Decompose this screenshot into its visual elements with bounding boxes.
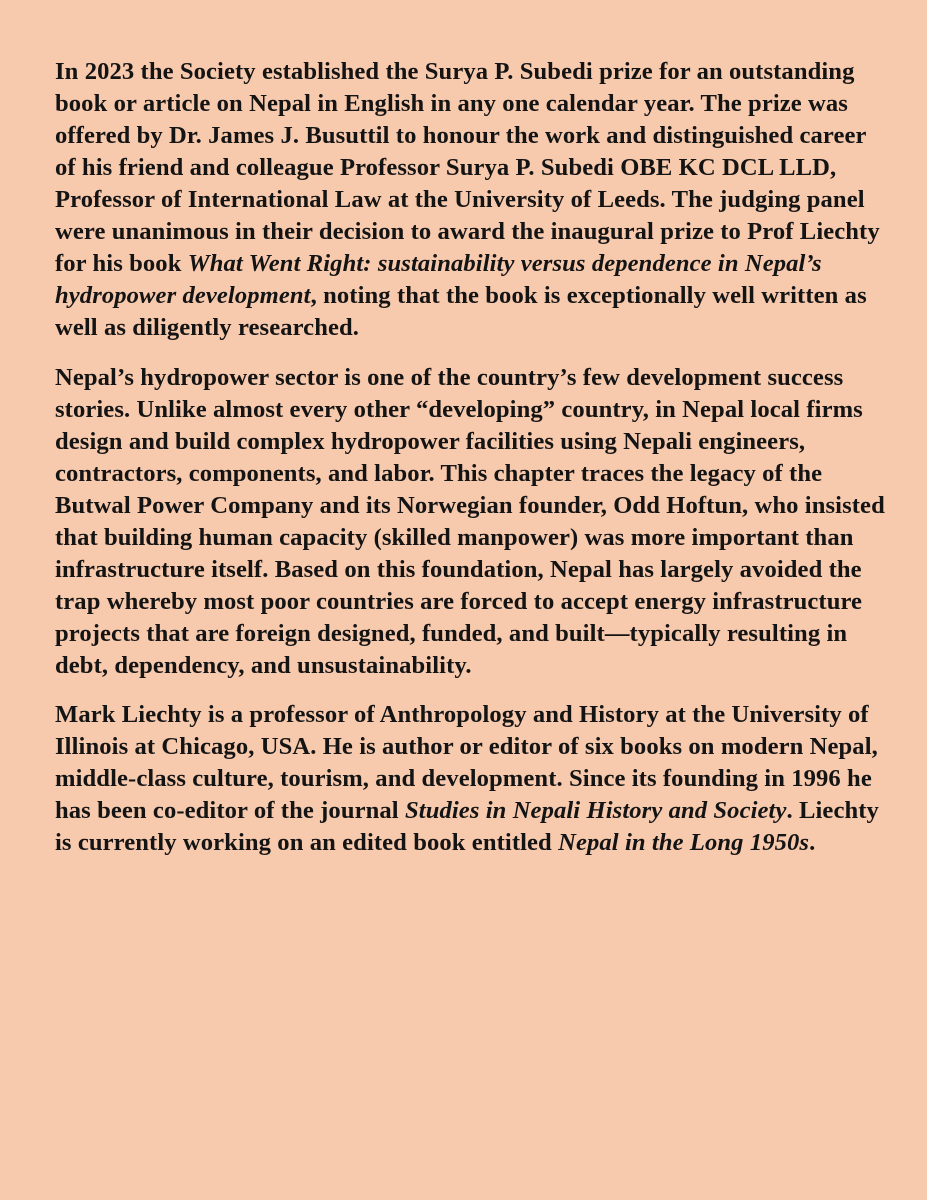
- book-title: What Went Right: sustainability versus dependence in Nepal’s hydropower development: [55, 250, 822, 309]
- journal-title: Studies in Nepali History and Society: [404, 797, 787, 824]
- text-segment: . Liechty is currently working on an edited book entitled: [55, 797, 879, 856]
- paragraph-prize-announcement: [55, 56, 885, 344]
- text-segment: , noting that the book is exceptionally well written as well as diligently researched.: [55, 282, 867, 341]
- text-segment: Mark Liechty is a professor of Anthropology and History at the University of Illinois at Chicago, USA. He is author or editor of six books on modern Nepal, middle-class culture, tourism, and development. Since its founding in 1996 he has been co-editor of the journal: [55, 701, 878, 824]
- paragraph-author-bio: [55, 699, 885, 859]
- paragraph-book-summary: [55, 362, 885, 682]
- edited-book-title: Nepal in the Long 1950s: [558, 829, 810, 856]
- text-segment: In 2023 the Society established the Surya P. Subedi prize for an outstanding book or article on Nepal in English in any one calendar year. The prize was offered by Dr. James J. Busuttil to honour the work and distinguished career of his friend and colleague Professor Surya P. Subedi OBE KC DCL LLD, Professor of International Law at the University of Leeds. The judging panel were unanimous in their decision to award the inaugural prize to Prof Liechty for his book: [55, 58, 880, 277]
- text-segment: .: [809, 829, 816, 856]
- text-segment: Nepal’s hydropower sector is one of the country’s few development success stories. Unlike almost every other “developing” country, in Nepal local firms design and build complex hydropower facilities using Nepali engineers, contractors, components, and labor. This chapter traces the legacy of the Butwal Power Company and its Norwegian founder, Odd Hoftun, who insisted that building human capacity (skilled manpower) was more important than infrastructure itself. Based on this foundation, Nepal has largely avoided the trap whereby most poor countries are forced to accept energy infrastructure projects that are foreign designed, funded, and built—typically resulting in debt, dependency, and unsustainability.: [55, 364, 885, 679]
